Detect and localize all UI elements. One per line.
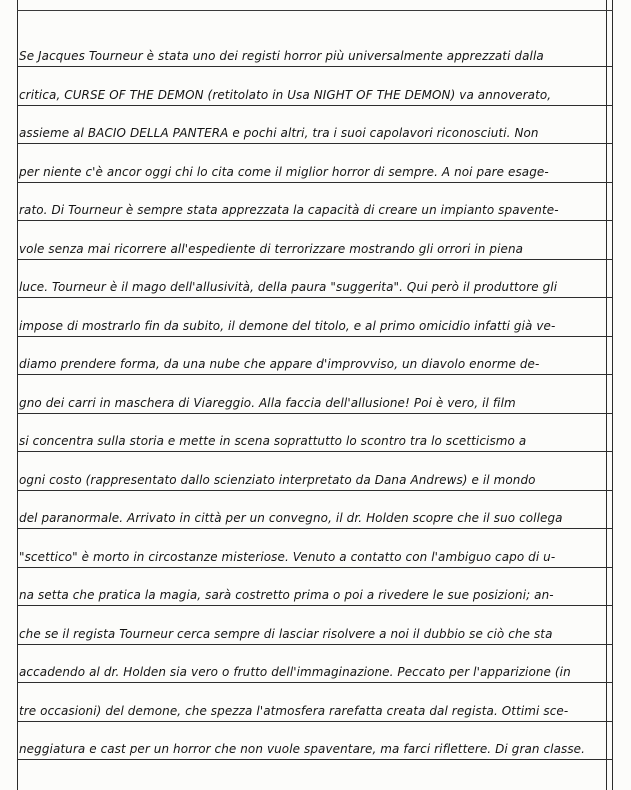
right-margin-line-outer <box>612 0 613 790</box>
text-line: "scettico" è morto in circostanze misteriose. Venuto a contatto con l'ambiguo capo di u- <box>19 549 556 564</box>
ruled-line <box>17 605 613 606</box>
ruled-line <box>17 413 613 414</box>
text-line: gno dei carri in maschera di Viareggio. Alla faccia dell'allusione! Poi è vero, il film <box>19 395 516 410</box>
text-line: vole senza mai ricorrere all'espediente di terrorizzare mostrando gli orrori in piena <box>19 241 524 256</box>
ruled-line <box>17 297 613 298</box>
text-line: luce. Tourneur è il mago dell'allusività, della paura "suggerita". Qui però il produttore gli <box>19 280 558 294</box>
ruled-line <box>17 182 613 183</box>
text-line: accadendo al dr. Holden sia vero o frutto dell'immaginazione. Peccato per l'apparizione (in <box>19 665 571 679</box>
ruled-line <box>17 528 613 529</box>
left-margin-line <box>17 0 18 790</box>
text-line: rato. Di Tourneur è sempre stata apprezzata la capacità di creare un impianto spavente- <box>19 203 559 217</box>
text-line: critica, CURSE OF THE DEMON (retitolato in Usa NIGHT OF THE DEMON) va annoverato, <box>19 87 552 102</box>
text-line: ogni costo (rappresentato dallo scienziato interpretato da Dana Andrews) e il mondo <box>19 472 536 487</box>
ruled-line <box>17 567 613 568</box>
ruled-line <box>17 220 613 221</box>
ruled-line <box>17 759 613 760</box>
text-line: assieme al BACIO DELLA PANTERA e pochi altri, tra i suoi capolavori riconosciuti. Non <box>19 126 539 140</box>
ruled-line <box>17 682 613 683</box>
text-line: Se Jacques Tourneur è stata uno dei registi horror più universalmente apprezzati dalla <box>19 49 544 63</box>
ruled-line <box>17 105 613 106</box>
text-line: na setta che pratica la magia, sarà costretto prima o poi a rivedere le sue posizioni; an- <box>19 588 554 602</box>
ruled-line <box>17 644 613 645</box>
text-line: impose di mostrarlo fin da subito, il demone del titolo, e al primo omicidio infatti già ve- <box>19 318 556 333</box>
text-line: si concentra sulla storia e mette in scena soprattutto lo scontro tra lo scetticismo a <box>19 434 527 448</box>
text-line: tre occasioni) del demone, che spezza l'atmosfera rarefatta creata dal regista. Ottimi sce- <box>19 703 569 718</box>
ruled-line <box>17 721 613 722</box>
top-rule <box>17 10 613 11</box>
text-line: neggiatura e cast per un horror che non vuole spaventare, ma farci riflettere. Di gran classe. <box>19 742 586 756</box>
ruled-line <box>17 259 613 260</box>
ruled-line <box>17 336 613 337</box>
ruled-line <box>17 490 613 491</box>
text-line: diamo prendere forma, da una nube che appare d'improvviso, un diavolo enorme de- <box>19 357 540 371</box>
ruled-line <box>17 143 613 144</box>
ruled-line <box>17 374 613 375</box>
text-line: per niente c'è ancor oggi chi lo cita come il miglior horror di sempre. A noi pare esage- <box>19 164 549 179</box>
ruled-line <box>17 66 613 67</box>
text-line: che se il regista Tourneur cerca sempre di lasciar risolvere a noi il dubbio se ciò che sta <box>19 626 553 641</box>
ruled-line <box>17 451 613 452</box>
text-line: del paranormale. Arrivato in città per un convegno, il dr. Holden scopre che il suo collega <box>19 511 563 525</box>
